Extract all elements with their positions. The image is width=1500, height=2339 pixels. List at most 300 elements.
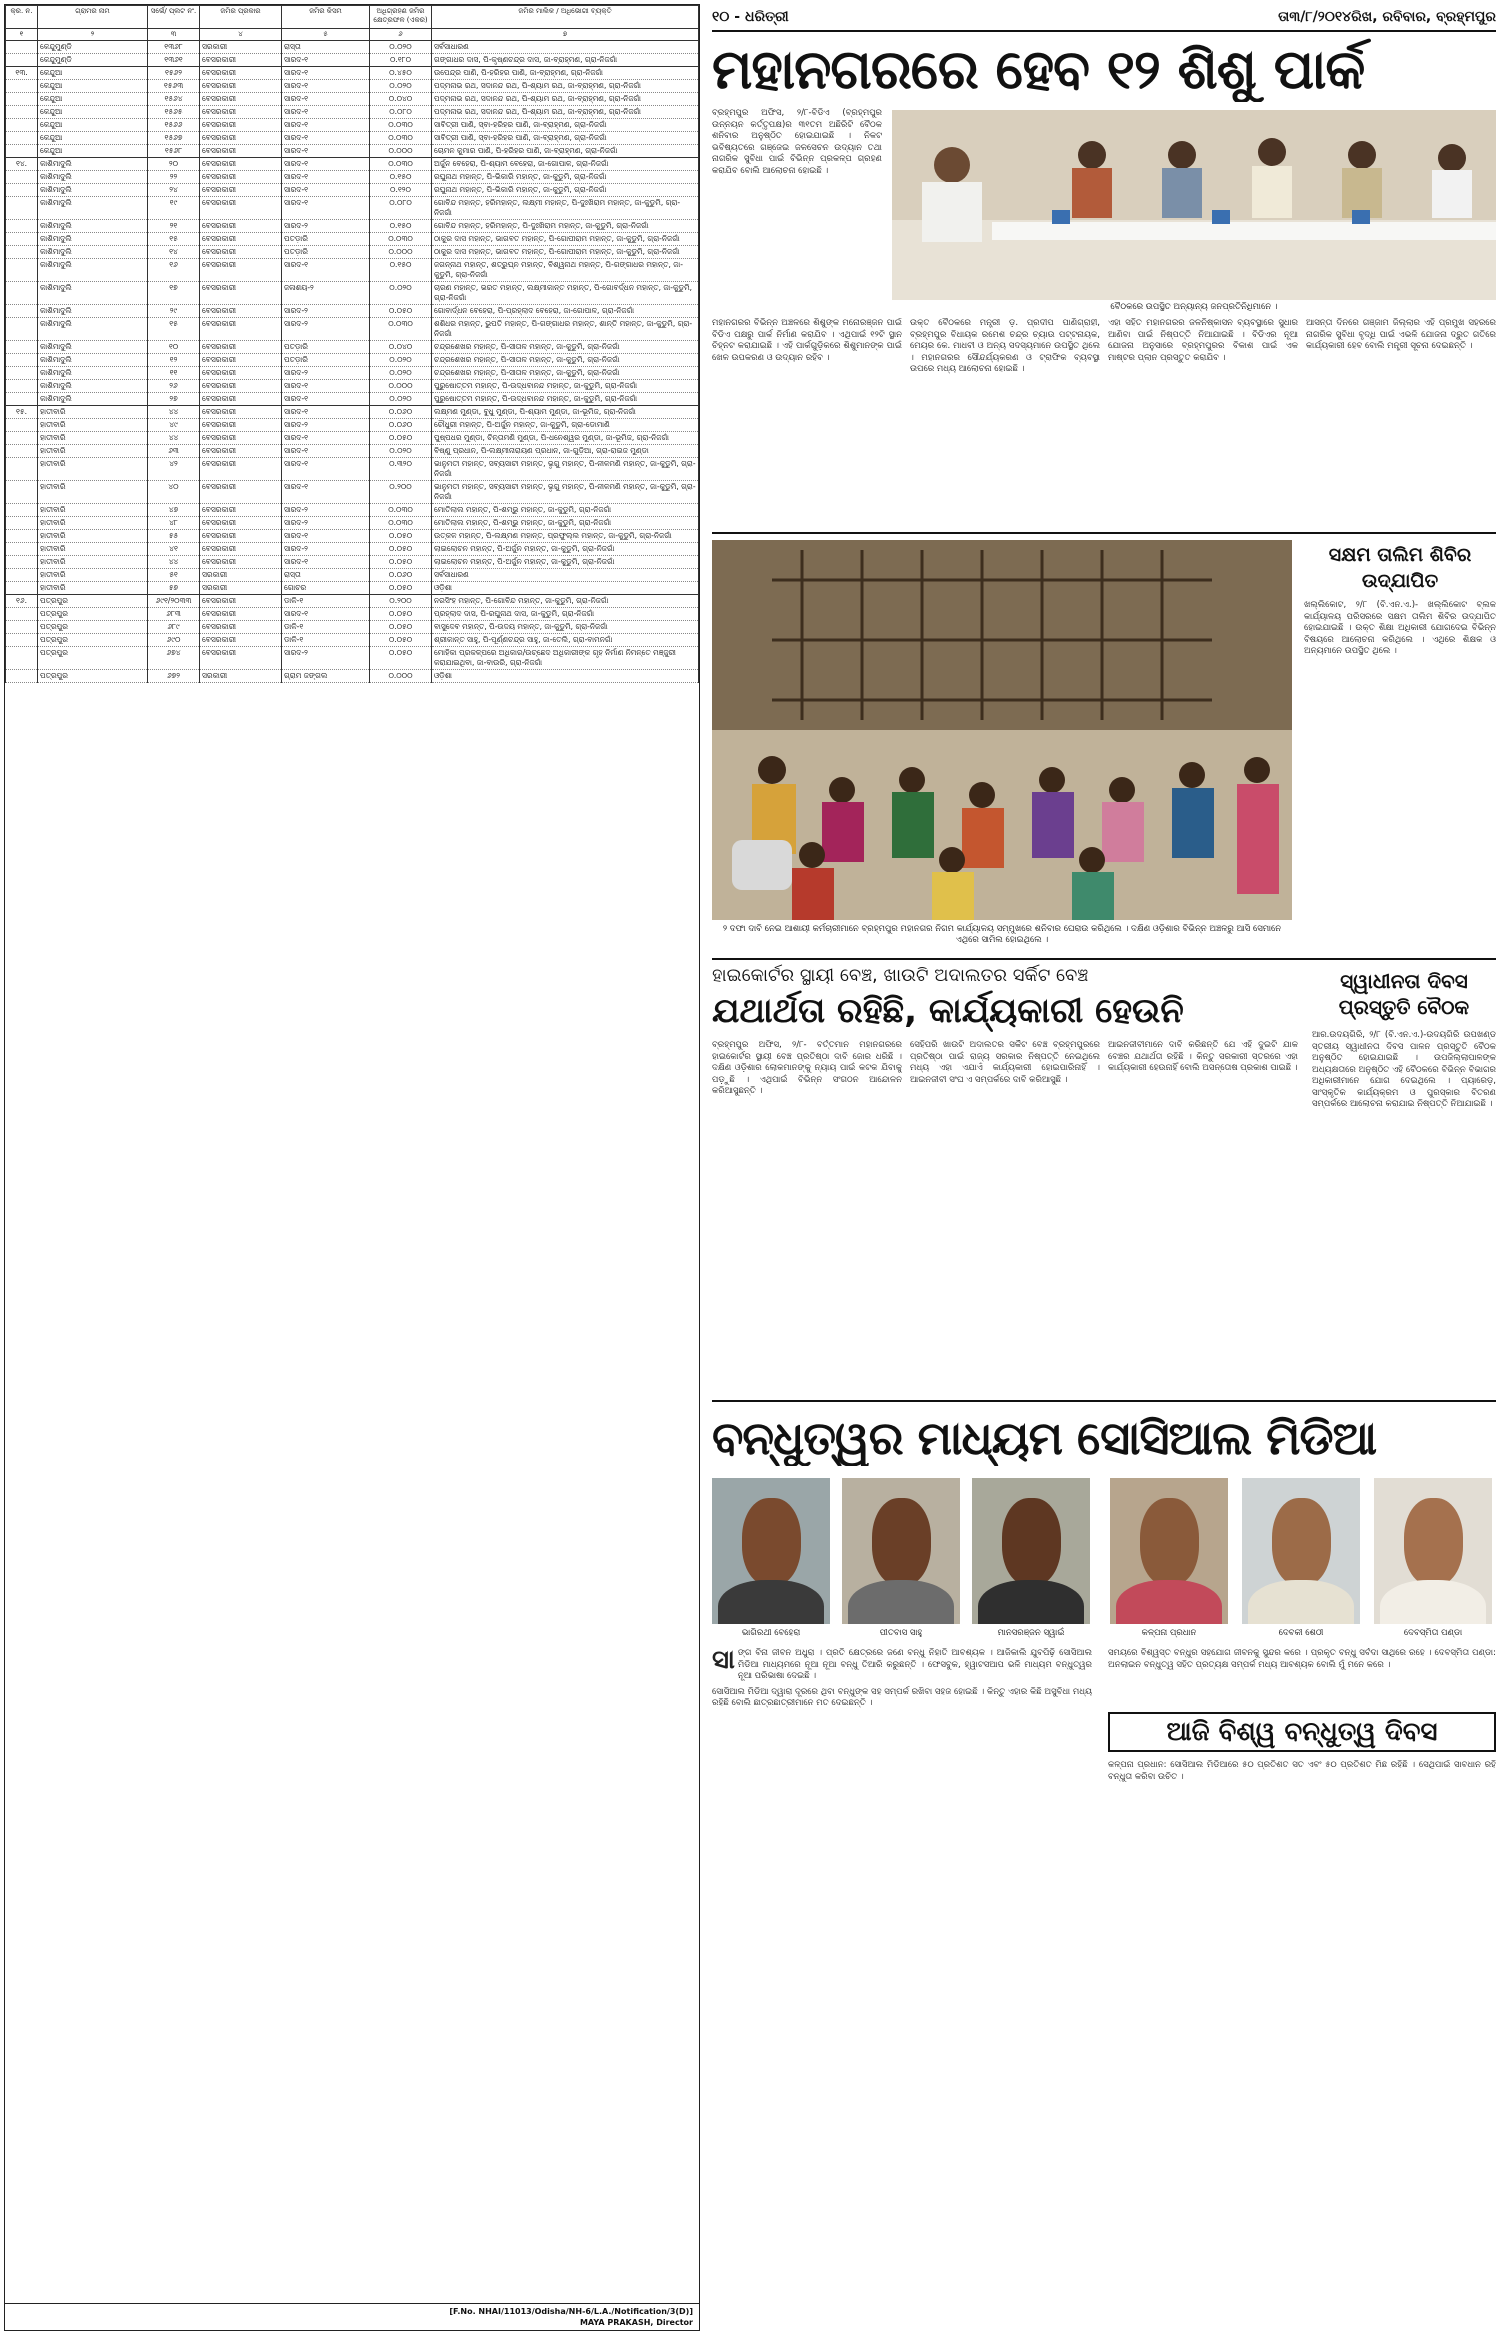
cell-owner: ଗୋବାର୍ଦ୍ଧନ ବେହେରା, ପି-ପ୍ରହ୍ଲାଦ ବେହେରା, ଜା-ଗୋପାଳ, ଗ୍ରା-ନିଜଗାଁ	[432, 305, 699, 318]
cell-area: ୦.୦୩୦	[370, 233, 432, 246]
cell-sl	[6, 458, 38, 481]
cell-kind: ସାରଦ-୧	[282, 608, 370, 621]
cell-sl	[6, 432, 38, 445]
cell-plot: ୪୭	[148, 504, 200, 517]
cell-type: ବେସରକାରୀ	[200, 282, 282, 305]
cell-kind: ପତଡ଼ାରି	[282, 354, 370, 367]
cell-type: ବେସରକାରୀ	[200, 517, 282, 530]
cell-village: କାଶିମାଦୁଲି	[38, 367, 148, 380]
section-divider	[712, 1400, 1496, 1402]
cell-kind: ରାସ୍ତା	[282, 569, 370, 582]
story-3-headline: ବନ୍ଧୁତ୍ୱର ମାଧ୍ୟମ ସୋସିଆଲ ମିଡିଆ	[712, 1411, 1377, 1465]
cell-type: ବେସରକାରୀ	[200, 595, 282, 608]
table-row	[6, 282, 699, 305]
cell-plot: ୪୧	[148, 543, 200, 556]
cell-plot: ୬୯୧/୨୦୩୩	[148, 595, 200, 608]
cell-kind: ରାସ୍ତା	[282, 41, 370, 54]
cell-plot: ୨୯	[148, 305, 200, 318]
cell-type: ବେସରକାରୀ	[200, 608, 282, 621]
cell-sl	[6, 259, 38, 282]
cell-owner: ଚନ୍ଦ୍ରଶେଖର ମହାନ୍ତ, ପି-ସୀତାଳ ମହାନ୍ତ, ଜା-କୁଡୁମି, ଗ୍ରା-ନିଜଗାଁ	[432, 354, 699, 367]
table-row	[6, 445, 699, 458]
cell-type: ବେସରକାରୀ	[200, 504, 282, 517]
table-row	[6, 380, 699, 393]
cell-village: ହାତୀବାରି	[38, 582, 148, 595]
land-table-body	[6, 41, 699, 683]
cell-area: ୦.୦୩୦	[370, 517, 432, 530]
lead-body-col-3: ଏହା ସହିତ ମହାନଗରର ଜଳନିଷ୍କାସନ ବ୍ୟବସ୍ଥାରେ ସୁଧାର ଆଣିବା ପାଇଁ ନିଷ୍ପତ୍ତି ନିଆଯାଇଛି । ବିଡିଏର ନୂଆ ଯୋଜନା ଅନୁସାରେ ବ୍ରହ୍ମପୁରର ବିକାଶ ପାଇଁ ଏକ ମାଷ୍ଟର ପ୍ଲାନ ପ୍ରସ୍ତୁତ କରାଯିବ ।	[1108, 318, 1298, 363]
story-3-para-1: ଙ୍ଗ ବିନା ଜୀବନ ଅଧୁରା । ପ୍ରତି କ୍ଷେତ୍ରରେ ଜଣେ ବନ୍ଧୁ ନିହାତି ଆବଶ୍ୟକ । ଆଜିକାଲି ଯୁବପିଢ଼ି ସୋସିଆଲ ମିଡିଆ ମାଧ୍ୟମରେ ନୂଆ ନୂଆ ବନ୍ଧୁ ତିଆରି କରୁଛନ୍ତି । ଫେସବୁକ, ହ୍ୱାଟସଆପ ଭଳି ମାଧ୍ୟମ ବନ୍ଧୁତ୍ୱର ନୂଆ ପରିଭାଷା ଦେଇଛି ।	[737, 1648, 1092, 1681]
cell-type: ସରକାରୀ	[200, 569, 282, 582]
table-row	[6, 158, 699, 171]
table-row	[6, 458, 699, 481]
cell-sl	[6, 367, 38, 380]
cell-sl	[6, 318, 38, 341]
cell-village: ହାତୀବାରି	[38, 445, 148, 458]
table-row	[6, 608, 699, 621]
story-3-para-2: ସୋସିଆଲ ମିଡିଆ ଦ୍ୱାରା ଦୂରରେ ଥିବା ବନ୍ଧୁଙ୍କ ସହ ସମ୍ପର୍କ ରଖିବା ସହଜ ହୋଇଛି । କିନ୍ତୁ ଏହାର କିଛି ଅସୁବିଧା ମଧ୍ୟ ରହିଛି ବୋଲି ଛାତ୍ରଛାତ୍ରୀମାନେ ମତ ଦେଇଛନ୍ତି ।	[712, 1686, 1092, 1708]
cell-kind: ପତଡ଼ାରି	[282, 341, 370, 354]
cell-village: କେନ୍ଦୁଆ	[38, 106, 148, 119]
protest-photo-caption: ୨ ଦଫା ଦାବି ନେଇ ଆଶାୟୀ କର୍ମଚାରୀମାନେ ବ୍ରହ୍ମପୁର ମହାନଗର ନିଗମ କାର୍ଯ୍ୟାଳୟ ସମ୍ମୁଖରେ ଶନିବାର ଘେରାଉ କରିଥିଲେ । ଦକ୍ଷିଣ ଓଡ଼ିଶାର ବିଭିନ୍ନ ଅଞ୍ଚଳରୁ ଆସି ସେମାନେ ଏଥିରେ ସାମିଲ ହୋଇଥିଲେ ।	[722, 924, 1282, 945]
cell-area: ୦.୧୫୦	[370, 259, 432, 282]
table-row	[6, 259, 699, 282]
table-row	[6, 93, 699, 106]
column-number: ୬	[370, 29, 432, 41]
table-row	[6, 171, 699, 184]
cell-village: ହାତୀବାରି	[38, 556, 148, 569]
cell-kind: ସାରଦ-୧	[282, 145, 370, 158]
cell-type: ବେସରକାରୀ	[200, 305, 282, 318]
cell-area: ୦.୦୩୦	[370, 158, 432, 171]
cell-area: ୦.୦୮୦	[370, 106, 432, 119]
cell-kind: ସାରଦ-୧	[282, 259, 370, 282]
cell-type: ବେସରକାରୀ	[200, 54, 282, 67]
cell-sl	[6, 556, 38, 569]
cell-owner: ସର୍ବସାଧାରଣ	[432, 41, 699, 54]
cell-area: ୦.୨୦୦	[370, 595, 432, 608]
cell-village: ହାତୀବାରି	[38, 517, 148, 530]
cell-owner: ଶ୍ରୀକାନ୍ତ ସାହୁ, ପି-ପୂର୍ଣ୍ଣଚନ୍ଦ୍ର ସାହୁ, ଜା-ତେଲି, ଗ୍ରା-ବାମନଗାଁ	[432, 634, 699, 647]
cell-area: ୦.୦୨୦	[370, 393, 432, 406]
cell-area: ୦.୦୨୦	[370, 80, 432, 93]
cell-sl	[6, 380, 38, 393]
cell-plot: ୫୭	[148, 582, 200, 595]
cell-area: ୦.୦୫୦	[370, 608, 432, 621]
cell-sl	[6, 445, 38, 458]
table-row	[6, 647, 699, 670]
cell-type: ବେସରକାରୀ	[200, 530, 282, 543]
cell-sl	[6, 197, 38, 220]
table-row	[6, 504, 699, 517]
cell-owner: ପଦ୍ମନାଭ ରଥ, ସଦାନନ୍ଦ ରଥ, ପି-ଶ୍ୟାମ ରଥ, ଜା-ବ୍ରାହ୍ମଣ, ଗ୍ରା-ନିଜଗାଁ	[432, 93, 699, 106]
cell-owner: ଚନ୍ଦ୍ରଶେଖର ମହାନ୍ତ, ପି-ସୀତାଳ ମହାନ୍ତ, ଜା-କୁଡୁମି, ଗ୍ରା-ନିଜଗାଁ	[432, 367, 699, 380]
cell-area: ୦.୦୪୦	[370, 93, 432, 106]
cell-owner: ଗୋବିନ୍ଦ ମହାନ୍ତ, ହରିମହାନ୍ତ, ପି-ଦୁଃଖିରାମ ମହାନ୍ତ, ଜା-କୁଡୁମି, ଗ୍ରା-ନିଜଗାଁ	[432, 220, 699, 233]
cell-kind: ଜଳାଶୟ-୨	[282, 282, 370, 305]
cell-type: ବେସରକାରୀ	[200, 543, 282, 556]
cell-plot: ୬୮୯	[148, 621, 200, 634]
cell-owner: ସର୍ବସାଧାରଣ	[432, 569, 699, 582]
person-name: କଳ୍ପନା ପ୍ରଧାନ	[1141, 1628, 1197, 1638]
cell-kind: ସାରଦ-୨	[282, 517, 370, 530]
cell-type: ବେସରକାରୀ	[200, 259, 282, 282]
cell-kind: ସାରଦ-୧	[282, 458, 370, 481]
table-row	[6, 556, 699, 569]
cell-plot: ୬୭୪	[148, 647, 200, 670]
cell-owner: ରଘୁନାଥ ମହାନ୍ତ, ପି-ଭିକାରି ମହାନ୍ତ, ଜା-କୁଡୁମି, ଗ୍ରା-ନିଜଗାଁ	[432, 184, 699, 197]
cell-area: ୦.୦୫୦	[370, 556, 432, 569]
table-row	[6, 367, 699, 380]
cell-kind: ସାରଦ-୨	[282, 647, 370, 670]
cell-sl	[6, 543, 38, 556]
cell-village: କାଶିମାଦୁଲି	[38, 171, 148, 184]
cell-owner: ଓଡ଼ିଶା	[432, 582, 699, 595]
cell-sl	[6, 184, 38, 197]
cell-owner: ଶଶିଧର ମହାନ୍ତ, ଭୁପତି ମହାନ୍ତ, ପି-ଗଙ୍ଗାଧର ମହାନ୍ତ, ଶାନ୍ତି ମହାନ୍ତ, ଜା-କୁଡୁମି, ଗ୍ରା-ନିଜଗାଁ	[432, 318, 699, 341]
cell-village: କେନ୍ଦୁଆ	[38, 93, 148, 106]
meeting-photo-caption: ବୈଠକରେ ଉପସ୍ଥିତ ଅନ୍ୟାନ୍ୟ ଜନପ୍ରତିନିଧିମାନେ ।	[1110, 302, 1278, 312]
cell-owner: ସାବିତ୍ରୀ ପାଣି, ସ୍ବା-ହରିହର ପାଣି, ଜା-ବ୍ରାହ୍ମଣ, ଗ୍ରା-ନିଜଗାଁ	[432, 132, 699, 145]
header-cell: ସର୍ଭେ/ ପ୍ଲଟ ନଂ.	[148, 6, 200, 29]
cell-owner: ଭାନୁମତୀ ମହାନ୍ତ, ସବ୍ୟସାଚୀ ମହାନ୍ତ, ଭୃଗୁ ମହାନ୍ତ, ପି-ନୀଳମଣି ମହାନ୍ତ, ଜା-କୁଡୁମି, ଗ୍ରା-ନିଜଗାଁ	[432, 481, 699, 504]
column-number: ୫	[282, 29, 370, 41]
cell-type: ବେସରକାରୀ	[200, 233, 282, 246]
cell-owner: ଚୋମନ କୁମାର ପାଣି, ପି-ହରିହର ପାଣି, ଜା-ବ୍ରାହ୍ମଣ, ଗ୍ରା-ନିଜଗାଁ	[432, 145, 699, 158]
signatory: MAYA PRAKASH, Director	[579, 2318, 693, 2327]
cell-area: ୦.୧୫୦	[370, 171, 432, 184]
cell-kind: ସାରଦ-୧	[282, 54, 370, 67]
meeting-photo	[892, 110, 1496, 300]
land-notification-table	[4, 4, 700, 2331]
table-row	[6, 517, 699, 530]
column-number: ୧	[6, 29, 38, 41]
table-row	[6, 670, 699, 683]
lead-intro: ବ୍ରହ୍ମପୁର ଅଫିସ, ୨/୮-ବିଡିଏ (ବ୍ରହ୍ମପୁର ଉନ୍ନୟନ କର୍ତ୍ତୃପକ୍ଷ)ର ୩୧ତମ ଅଛିରିଟି ବୈଠକ ଶନିବାର ଅନୁଷ୍ଠିତ ହୋଇଯାଇଛି । ନିକଟ ଭବିଷ୍ୟତରେ ଗଞ୍ଜେଇ ଜଳସେଚନ ଉଦ୍ୟାନ ତଥା ନାଗରିକ ସୁବିଧା ପାଇଁ ବିଭିନ୍ନ ପ୍ରକଳ୍ପ ଗ୍ରହଣ କରାଯିବ ବୋଲି ଆଲୋଚନା ହୋଇଛି ।	[712, 108, 882, 176]
cell-plot: ୧୭	[148, 282, 200, 305]
cell-kind: ଡାଳି-୧	[282, 621, 370, 634]
cell-owner: ପୁରୁଷୋତ୍ତମ ମହାନ୍ତ, ପି-ଉଦ୍ଧବାନନ୍ଦ ମହାନ୍ତ, ଜା-କୁଡୁମି, ଗ୍ରା-ନିଜଗାଁ	[432, 393, 699, 406]
cell-plot: ୨୪	[148, 184, 200, 197]
cell-owner: ଓଡ଼ିଶା	[432, 670, 699, 683]
cell-village: ହାତୀବାରି	[38, 530, 148, 543]
cell-plot: ୬୭୨	[148, 670, 200, 683]
cell-type: ବେସରକାରୀ	[200, 367, 282, 380]
cell-village: କାଶିମାଦୁଲି	[38, 259, 148, 282]
story-3-col-2-top: ସମୟରେ ବିଶ୍ୱସ୍ତ ବନ୍ଧୁର ସହଯୋଗ ଜୀବନକୁ ସୁନ୍ଦର କରେ । ପ୍ରକୃତ ବନ୍ଧୁ ସର୍ବଦା ସାଥିରେ ରହେ । ଦେବସ୍ମିତା ପଣ୍ଡା: ଅନଲାଇନ ବନ୍ଧୁତ୍ୱ ସହିତ ପ୍ରତ୍ୟକ୍ଷ ସମ୍ପର୍କ ମଧ୍ୟ ଆବଶ୍ୟକ ବୋଲି ମୁଁ ମନେ କରେ ।	[1108, 1648, 1496, 1670]
story-3-col-2: କଳ୍ପନା ପ୍ରଧାନ: ସୋସିଆଲ ମିଡିଆରେ ୫୦ ପ୍ରତିଶତ ସତ ଏବଂ ୫୦ ପ୍ରତିଶତ ମିଛ ରହିଛି । ସେଥିପାଇଁ ସାବଧାନ ରହି ବନ୍ଧୁତା କରିବା ଉଚିତ ।	[1108, 1760, 1496, 1782]
cell-plot: ୧୩୬୮	[148, 41, 200, 54]
cell-plot: ୨୦	[148, 158, 200, 171]
friendship-day-box	[1108, 1712, 1496, 1752]
cell-plot: ୧୧	[148, 367, 200, 380]
table-row	[6, 419, 699, 432]
cell-area: ୦.୦୨୦	[370, 282, 432, 305]
cell-owner: ବିଷ୍ଣୁ ପ୍ରଧାନ, ପି-ଲକ୍ଷ୍ମୀନାରାୟଣ ପ୍ରଧାନ, ଜା-ଗୁଡ଼ିଆ, ଗ୍ରା-ରାଇଜ ମୁଣ୍ଡା	[432, 445, 699, 458]
cell-plot: ୧୫୬୨	[148, 67, 200, 80]
table-row	[6, 220, 699, 233]
cell-village: କାଶିମାଦୁଲି	[38, 354, 148, 367]
table-row	[6, 393, 699, 406]
cell-village: ପତ୍ରପୁର	[38, 647, 148, 670]
cell-type: ବେସରକାରୀ	[200, 184, 282, 197]
cell-kind: ସାରଦ-୧	[282, 432, 370, 445]
cell-kind: ସାରଦ-୨	[282, 543, 370, 556]
story-2-headline: ଯଥାର୍ଥତା ରହିଛି, କାର୍ଯ୍ୟକାରୀ ହେଉନି	[712, 991, 1184, 1031]
cell-owner: ଗୋବିନ୍ଦ ମହାନ୍ତ, ହରିମହାନ୍ତ, ଲକ୍ଷ୍ମୀ ମହାନ୍ତ, ପି-ଦୁଃଖିରାମ ମହାନ୍ତ, ଜା-କୁଡୁମି, ଗ୍ରା-ନିଜଗାଁ	[432, 197, 699, 220]
cell-area: ୦.୦୨୦	[370, 41, 432, 54]
cell-area: ୦.୨୦୦	[370, 481, 432, 504]
section-divider	[712, 532, 1496, 534]
cell-sl	[6, 481, 38, 504]
table-number-row	[6, 29, 699, 41]
person-photo	[1110, 1478, 1228, 1624]
cell-owner: ପୁଷ୍ପଧର ମୁଣ୍ଡା, ଚିନ୍ତାମଣି ମୁଣ୍ଡା, ପି-ଧନେଶ୍ୱର ମୁଣ୍ଡା, ଜା-ଭୂମିଜ, ଗ୍ରା-ନିଜଗାଁ	[432, 432, 699, 445]
cell-owner: ପଦ୍ମନାଭ ରଥ, ସଦାନନ୍ଦ ରଥ, ପି-ଶ୍ୟାମ ରଥ, ଜା-ବ୍ରାହ୍ମଣ, ଗ୍ରା-ନିଜଗାଁ	[432, 106, 699, 119]
cell-village: ହାତୀବାରି	[38, 504, 148, 517]
cell-plot: ୧୫୬୭	[148, 132, 200, 145]
cell-type: ବେସରକାରୀ	[200, 158, 282, 171]
cell-plot: ୧୫	[148, 233, 200, 246]
side-story-1-headline: ସକ୍ଷମ ତାଲିମ ଶିବିର ଉଦ୍‌ଯାପିତ	[1328, 544, 1472, 592]
cell-owner: ଲାଇଲୋଚନ ମହାନ୍ତ, ପି-ଅର୍ଜୁନ ମହାନ୍ତ, ଜା-କୁଡୁମି, ଗ୍ରା-ନିଜଗାଁ	[432, 556, 699, 569]
cell-type: ବେସରକାରୀ	[200, 432, 282, 445]
cell-village: କେନ୍ଦୁଆ	[38, 145, 148, 158]
cell-area: ୦.୦୩୦	[370, 132, 432, 145]
cell-kind: ଡାଳି-୧	[282, 595, 370, 608]
cell-kind: ସାରଦ-୧	[282, 445, 370, 458]
cell-type: ବେସରକାରୀ	[200, 634, 282, 647]
cell-kind: ସାରଦ-୧	[282, 184, 370, 197]
cell-plot: ୧୦	[148, 341, 200, 354]
cell-owner: ଅର୍ଜୁନ ବେହେରା, ପି-ଶ୍ୟାମ ବେହେରା, ଜା-ଗୋପାଳ, ଗ୍ରା-ନିଜଗାଁ	[432, 158, 699, 171]
cell-type: ବେସରକାରୀ	[200, 197, 282, 220]
cell-sl	[6, 582, 38, 595]
cell-area: ୦.୦୫୦	[370, 621, 432, 634]
masthead	[712, 4, 1496, 32]
cell-type: ବେସରକାରୀ	[200, 67, 282, 80]
cell-kind: ସାରଦ-୨	[282, 318, 370, 341]
cell-owner: ଗଙ୍ଗାଧର ଦାସ, ପି-କୃଷ୍ଣଚନ୍ଦ୍ର ଦାସ, ଜା-ବ୍ରାହ୍ମଣ, ଗ୍ରା-ନିଜଗାଁ	[432, 54, 699, 67]
cell-village: କେନ୍ଦୁଆ	[38, 132, 148, 145]
table-row	[6, 233, 699, 246]
cell-area: ୦.୦୫୦	[370, 305, 432, 318]
cell-area: ୦.୦୩୦	[370, 119, 432, 132]
news-section	[712, 0, 1496, 2339]
cell-area: ୦.୧୫୦	[370, 220, 432, 233]
cell-village: କାଶିମାଦୁଲି	[38, 233, 148, 246]
meeting-illustration	[892, 110, 1496, 300]
cell-area: ୦.୦୪୦	[370, 341, 432, 354]
cell-owner: ଠାକୁର ଦାସ ମହାନ୍ତ, ଭାଗବତ ମହାନ୍ତ, ପି-ଗୋପୀରାମ ମହାନ୍ତ, ଜା-କୁଡୁମି, ଗ୍ରା-ନିଜଗାଁ	[432, 246, 699, 259]
table-row	[6, 621, 699, 634]
cell-owner: ଭାନୁମତୀ ମହାନ୍ତ, ସବ୍ୟସାଚୀ ମହାନ୍ତ, ଭୃଗୁ ମହାନ୍ତ, ପି-ନୀଳମଣି ମହାନ୍ତ, ଜା-କୁଡୁମି, ଗ୍ରା-ନିଜଗାଁ	[432, 458, 699, 481]
cell-kind: ସାରଦ-୨	[282, 419, 370, 432]
table-row	[6, 530, 699, 543]
lead-headline: ମହାନଗରରେ ହେବ ୧୨ ଶିଶୁ ପାର୍କ	[712, 38, 1365, 101]
drop-cap: ସା	[712, 1648, 735, 1675]
cell-sl	[6, 569, 38, 582]
cell-village: କାଶିମାଦୁଲି	[38, 197, 148, 220]
cell-plot: ୧୨	[148, 354, 200, 367]
cell-kind: ଡାଳି-୧	[282, 634, 370, 647]
header-cell: ଜମିର ପ୍ରକାର	[200, 6, 282, 29]
cell-plot: ୧୪	[148, 246, 200, 259]
story-2-col-3: ଆଇନଜୀବୀମାନେ ଦାବି କରିଛନ୍ତି ଯେ ଏହି ଦୁଇଟି ଯାକ ବେଞ୍ଚର ଯଥାର୍ଥତା ରହିଛି । କିନ୍ତୁ ସରକାରୀ ସ୍ତରରେ ଏହା କାର୍ଯ୍ୟକାରୀ ହେଉନାହିଁ ବୋଲି ଅସନ୍ତୋଷ ପ୍ରକାଶ ପାଇଛି ।	[1108, 1040, 1298, 1073]
land-table	[5, 5, 699, 683]
cell-area: ୦.୦୬୦	[370, 419, 432, 432]
cell-area: ୦.୦୨୦	[370, 445, 432, 458]
cell-sl	[6, 80, 38, 93]
cell-area: ୦.୦୫୦	[370, 543, 432, 556]
table-row	[6, 145, 699, 158]
person-name: ଦେବସ୍ମିତା ପଣ୍ଡା	[1403, 1628, 1463, 1638]
cell-type: ବେସରକାରୀ	[200, 647, 282, 670]
person-photo	[842, 1478, 960, 1624]
cell-village: କାଶିମାଦୁଲି	[38, 282, 148, 305]
cell-village: ହାତୀବାରି	[38, 406, 148, 419]
cell-plot: ୪୨	[148, 458, 200, 481]
cell-type: ସରକାରୀ	[200, 41, 282, 54]
cell-village: ହାତୀବାରି	[38, 458, 148, 481]
cell-village: କାଶିମାଦୁଲି	[38, 380, 148, 393]
person-photo	[1242, 1478, 1360, 1624]
cell-sl	[6, 246, 38, 259]
person-name: ଭାଗିରଥୀ ବେହେରା	[741, 1628, 801, 1638]
cell-sl	[6, 504, 38, 517]
protest-illustration	[712, 540, 1292, 920]
cell-sl	[6, 41, 38, 54]
cell-area: ୦.୧୮୦	[370, 54, 432, 67]
cell-village: ପତ୍ରପୁର	[38, 670, 148, 683]
cell-owner: ଉତ୍କଳ ମହାନ୍ତ, ପି-ଲକ୍ଷ୍ମଣ ମହାନ୍ତ, ପ୍ରଫୁଲ୍ଲ ମହାନ୍ତ, ଜା-କୁଡୁମି, ଗ୍ରା-ନିଜଗାଁ	[432, 530, 699, 543]
cell-area: ୦.୦୫୦	[370, 647, 432, 670]
table-row	[6, 41, 699, 54]
table-header-row	[6, 6, 699, 29]
cell-village: କାଶିମାଦୁଲି	[38, 341, 148, 354]
cell-area: ୦.୪୫୦	[370, 67, 432, 80]
cell-area: ୦.୩୨୦	[370, 458, 432, 481]
cell-village: ହାତୀବାରି	[38, 419, 148, 432]
cell-plot: ୨୬	[148, 380, 200, 393]
cell-area: ୦.୦୫୦	[370, 530, 432, 543]
cell-type: ବେସରକାରୀ	[200, 445, 282, 458]
cell-owner: ପୁରୁଷୋତ୍ତମ ମହାନ୍ତ, ପି-ଉଦ୍ଧବାନନ୍ଦ ମହାନ୍ତ, ଜା-କୁଡୁମି, ଗ୍ରା-ନିଜଗାଁ	[432, 380, 699, 393]
cell-village: ହାତୀବାରି	[38, 432, 148, 445]
cell-type: ବେସରକାରୀ	[200, 106, 282, 119]
notification-footer	[5, 2303, 699, 2330]
cell-type: ବେସରକାରୀ	[200, 481, 282, 504]
cell-village: କାଶିମାଦୁଲି	[38, 393, 148, 406]
side-story-2-body: ଆର.ଉଦୟଗିରି, ୨/୮ (ବି.ଏନ.ଏ.)-ଉଦୟଗିରି ଉପଖଣ୍ଡ ସ୍ତରୀୟ ସ୍ୱାଧୀନତା ଦିବସ ପାଳନ ପ୍ରସ୍ତୁତି ବୈଠକ ଅନୁଷ୍ଠିତ ହୋଇଯାଇଛି । ଉପଜିଲ୍ଲାପାଳଙ୍କ ଅଧ୍ୟକ୍ଷତାରେ ଅନୁଷ୍ଠିତ ଏହି ବୈଠକରେ ବିଭିନ୍ନ ବିଭାଗର ଅଧିକାରୀମାନେ ଯୋଗ ଦେଇଥିଲେ । ପ୍ୟାରେଡ଼, ସାଂସ୍କୃତିକ କାର୍ଯ୍ୟକ୍ରମ ଓ ପୁରସ୍କାର ବିତରଣ ସମ୍ପର୍କରେ ଆଲୋଚନା କରାଯାଇ ନିଷ୍ପତ୍ତି ନିଆଯାଇଛି ।	[1312, 1030, 1496, 1109]
cell-plot: ୪୪	[148, 432, 200, 445]
cell-owner: ଲାଇଲୋଚନ ମହାନ୍ତ, ପି-ଅର୍ଜୁନ ମହାନ୍ତ, ଜା-କୁଡୁମି, ଗ୍ରା-ନିଜଗାଁ	[432, 543, 699, 556]
cell-plot: ୧୯	[148, 197, 200, 220]
cell-village: କାଶିମାଦୁଲି	[38, 318, 148, 341]
story-3-col-1	[712, 1648, 1092, 2328]
cell-kind: ସାରଦ-୧	[282, 197, 370, 220]
person-name: ପୀତବାସ ସାହୁ	[879, 1628, 923, 1638]
cell-village: କେନ୍ଦୁମୁଣ୍ଡି	[38, 41, 148, 54]
cell-kind: ସାରଦ-୧	[282, 67, 370, 80]
header-cell: ଅଧିଗ୍ରହଣ ଜମିର କ୍ଷେତ୍ରଫଳ (ଏକର)	[370, 6, 432, 29]
file-reference: [F.No. NHAI/11013/Odisha/NH-6/L.A./Notification/3(D)]	[449, 2307, 693, 2316]
cell-sl	[6, 54, 38, 67]
cell-kind: ସାରଦ-୧	[282, 80, 370, 93]
cell-plot: ୧୫	[148, 318, 200, 341]
cell-kind: ସାରଦ-୨	[282, 367, 370, 380]
cell-plot: ୨୧	[148, 220, 200, 233]
cell-kind: ପତଡ଼ାରି	[282, 233, 370, 246]
cell-owner: ଚନ୍ଦ୍ରଶେଖର ମହାନ୍ତ, ପି-ସୀତାଳ ମହାନ୍ତ, ଜା-କୁଡୁମି, ଗ୍ରା-ନିଜଗାଁ	[432, 341, 699, 354]
table-row	[6, 119, 699, 132]
cell-area: ୦.୧୨୦	[370, 184, 432, 197]
cell-type: ବେସରକାରୀ	[200, 393, 282, 406]
cell-owner: ମୋତିଲାଲ ମହାନ୍ତ, ପି-ଶମ୍ଭୁ ମହାନ୍ତ, ଜା-କୁଡୁମି, ଗ୍ରା-ନିଜଗାଁ	[432, 504, 699, 517]
cell-sl	[6, 145, 38, 158]
cell-type: ବେସରକାରୀ	[200, 556, 282, 569]
cell-sl	[6, 354, 38, 367]
cell-type: ବେସରକାରୀ	[200, 220, 282, 233]
cell-sl	[6, 106, 38, 119]
cell-plot: ୧୫୬୩	[148, 80, 200, 93]
cell-area: ୦.୦୦୦	[370, 145, 432, 158]
cell-type: ବେସରକାରୀ	[200, 318, 282, 341]
cell-village: କାଶିମାଦୁଲି	[38, 184, 148, 197]
cell-type: ବେସରକାରୀ	[200, 406, 282, 419]
cell-village: କାଶିମାଦୁଲି	[38, 246, 148, 259]
cell-owner: ମୋତିଲାଲ ମହାନ୍ତ, ପି-ଶମ୍ଭୁ ମହାନ୍ତ, ଜା-କୁଡୁମି, ଗ୍ରା-ନିଜଗାଁ	[432, 517, 699, 530]
cell-plot: ୫୫	[148, 530, 200, 543]
person-photo	[1374, 1478, 1492, 1624]
cell-owner: ନରସିଂହ ମହାନ୍ତ, ପି-ଗୋବିନ୍ଦ ମହାନ୍ତ, ଜା-କୁଡୁମି, ଗ୍ରା-ନିଜଗାଁ	[432, 595, 699, 608]
cell-village: ପତ୍ରପୁର	[38, 634, 148, 647]
cell-sl	[6, 517, 38, 530]
cell-village: ପତ୍ରପୁର	[38, 608, 148, 621]
table-row	[6, 569, 699, 582]
cell-area: ୦.୦୦୦	[370, 380, 432, 393]
cell-type: ବେସରକାରୀ	[200, 458, 282, 481]
cell-owner: ଚାରଣ ମହାନ୍ତ, ଭରତ ମହାନ୍ତ, ଲକ୍ଷ୍ମୀକାନ୍ତ ମହାନ୍ତ, ପି-ଗୋବର୍ଦ୍ଧନ ମହାନ୍ତ, ଜା-କୁଡୁମି, ଗ୍ରା-ନିଜଗାଁ	[432, 282, 699, 305]
cell-sl	[6, 647, 38, 670]
cell-kind: ସାରଦ-୨	[282, 220, 370, 233]
cell-area: ୦.୦୨୦	[370, 354, 432, 367]
cell-sl	[6, 93, 38, 106]
cell-kind: ସାରଦ-୧	[282, 119, 370, 132]
cell-sl	[6, 393, 38, 406]
cell-plot: ୬୯୦	[148, 634, 200, 647]
cell-sl	[6, 119, 38, 132]
cell-kind: ସାରଦ-୧	[282, 132, 370, 145]
cell-area: ୦.୦୩୦	[370, 318, 432, 341]
cell-village: ହାତୀବାରି	[38, 543, 148, 556]
table-row	[6, 595, 699, 608]
lead-body-col-1: ମହାନଗରର ବିଭିନ୍ନ ଅଞ୍ଚଳରେ ଶିଶୁଙ୍କ ମନୋରଞ୍ଜନ ପାଇଁ ବିଡିଏ ପକ୍ଷରୁ ପାର୍କ ନିର୍ମାଣ କରାଯିବ । ଏଥିପାଇଁ ୧୨ଟି ସ୍ଥାନ ଚିହ୍ନଟ କରାଯାଇଛି । ଏହି ପାର୍କଗୁଡ଼ିକରେ ଶିଶୁମାନଙ୍କ ପାଇଁ ଖେଳ ଉପକରଣ ଓ ଉଦ୍ୟାନ ରହିବ ।	[712, 318, 902, 363]
cell-plot: ୬୩	[148, 445, 200, 458]
story-2-col-1: ବ୍ରହ୍ମପୁର ଅଫିସ, ୨/୮- ବର୍ତ୍ତମାନ ମହାନଗରରେ ହାଇକୋର୍ଟର ସ୍ଥାୟୀ ବେଞ୍ଚ ପ୍ରତିଷ୍ଠା ଦାବି ଜୋର ଧରିଛି । ଦକ୍ଷିଣ ଓଡ଼ିଶାର ଲୋକମାନଙ୍କୁ ନ୍ୟାୟ ପାଇଁ କଟକ ଯିବାକୁ ପଡ଼ୁଛି । ଏଥିପାଇଁ ବିଭିନ୍ନ ସଂଗଠନ ଆନ୍ଦୋଳନ କରିଆସୁଛନ୍ତି ।	[712, 1040, 902, 1096]
cell-kind: ସାରଦ-୧	[282, 556, 370, 569]
cell-kind: ଗ୍ରାମ ଜଙ୍ଗଲ	[282, 670, 370, 683]
table-row	[6, 106, 699, 119]
cell-plot: ୪୮	[148, 517, 200, 530]
cell-owner: ଚୌଧୁରୀ ମହାନ୍ତ, ପି-ଅର୍ଜୁନ ମହାନ୍ତ, ଜା-କୁଡୁମି, ଗ୍ରା-ଡୋମାଣି	[432, 419, 699, 432]
cell-owner: ରଘୁନାଥ ମହାନ୍ତ, ପି-ଭିକାରି ମହାନ୍ତ, ଜା-କୁଡୁମି, ଗ୍ରା-ନିଜଗାଁ	[432, 171, 699, 184]
cell-kind: ସାରଦ-୧	[282, 481, 370, 504]
cell-plot: ୧୫୬୮	[148, 145, 200, 158]
cell-kind: ସାରଦ-୧	[282, 171, 370, 184]
cell-area: ୦.୦୦୦	[370, 670, 432, 683]
cell-kind: ସାରଦ-୨	[282, 504, 370, 517]
